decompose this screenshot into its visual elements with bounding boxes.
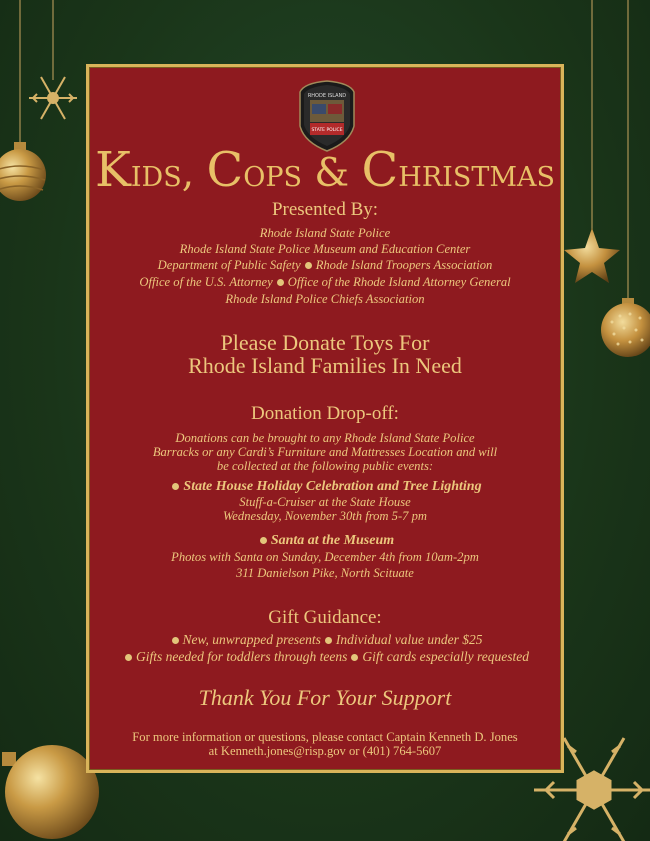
event-detail: Photos with Santa on Sunday, December 4th from 10am-2pm xyxy=(171,550,479,564)
event-detail: Stuff-a-Cruiser at the State House xyxy=(239,495,411,509)
dropoff-desc: Donations can be brought to any Rhode Island State Police xyxy=(175,431,475,445)
dropoff-desc: be collected at the following public events: xyxy=(216,459,434,473)
presenter-line: Rhode Island State Police xyxy=(259,226,391,240)
badge-text-top: RHODE ISLAND xyxy=(307,93,347,99)
contact-line: at Kenneth.jones@risp.gov or (401) 764-5607 xyxy=(208,744,442,758)
presenter-line: Department of Public Safety Rhode Island Troopers Association xyxy=(157,258,493,272)
donate-line: Please Donate Toys For xyxy=(220,330,430,355)
gift-line: New, unwrapped presents Individual value under $25 xyxy=(89,631,561,648)
ornament-icon xyxy=(2,745,99,839)
gift-heading: Gift Guidance: xyxy=(268,607,382,628)
star-icon xyxy=(564,228,620,283)
snowflake-icon xyxy=(29,77,77,119)
contact-line: For more information or questions, please contact Captain Kenneth D. Jones xyxy=(132,730,518,744)
flyer-panel xyxy=(86,64,564,773)
gift-line: Gifts needed for toddlers through teens Gift cards especially requested xyxy=(89,648,561,665)
badge-text-bottom: STATE POLICE xyxy=(311,128,343,133)
event-detail: 311 Danielson Pike, North Scituate xyxy=(236,566,414,580)
ornament-icon xyxy=(0,142,46,201)
presenter-line: Office of the U.S. Attorney Office of the Rhode Island Attorney General xyxy=(139,275,511,289)
event-title: State House Holiday Celebration and Tree Lighting xyxy=(89,479,561,495)
page-title: Kids, Cops & Christmas xyxy=(95,142,555,198)
donate-line: Rhode Island Families In Need xyxy=(188,353,462,378)
thank-you-text: Thank You For Your Support xyxy=(198,685,452,710)
ornament-icon xyxy=(601,298,650,357)
event-title: Santa at the Museum xyxy=(89,533,561,549)
event-detail: Wednesday, November 30th from 5-7 pm xyxy=(222,509,428,523)
dropoff-desc: Barracks or any Cardi’s Furniture and Mattresses Location and will xyxy=(152,445,498,459)
presenter-line: Rhode Island State Police Museum and Education Center xyxy=(179,242,471,256)
state-police-badge-icon xyxy=(298,80,356,152)
dropoff-heading: Donation Drop-off: xyxy=(251,403,399,424)
presented-heading: Presented By: xyxy=(271,199,379,220)
presenter-line: Rhode Island Police Chiefs Association xyxy=(225,292,425,306)
